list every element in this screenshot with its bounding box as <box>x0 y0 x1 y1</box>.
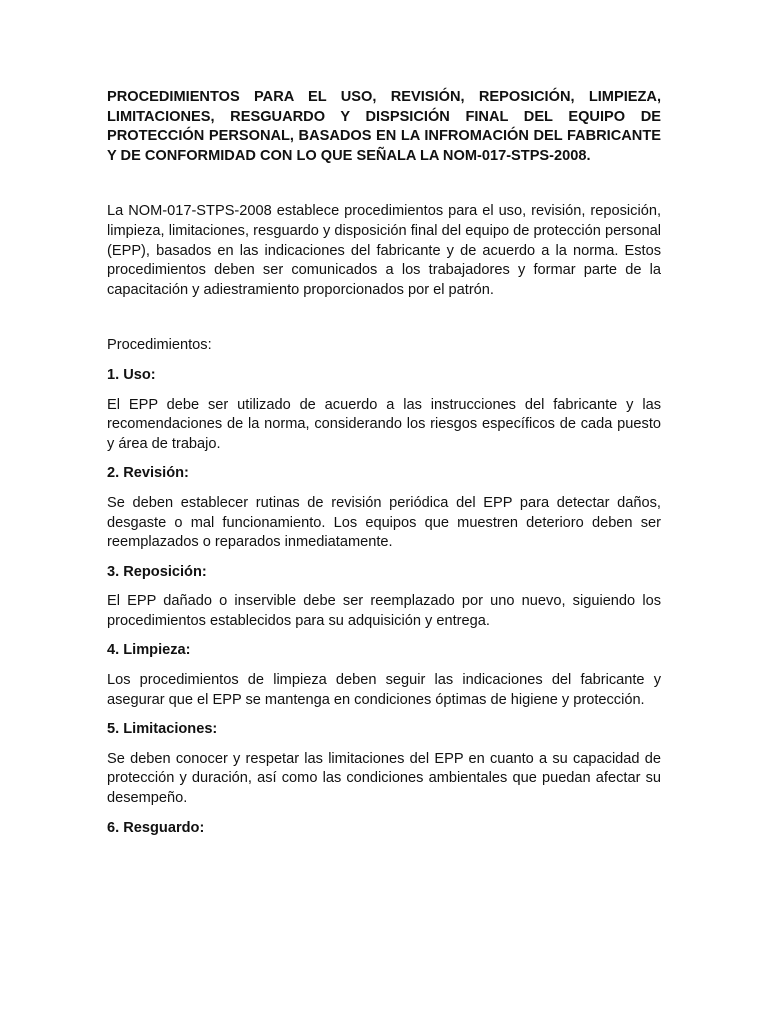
document-page <box>107 88 661 838</box>
section-heading: 1. Uso: <box>107 366 156 383</box>
section-body: Los procedimientos de limpieza deben seguir las indicaciones del fabricante y asegurar que el EPP se mantenga en condiciones óptimas de higiene y protección. <box>107 672 661 708</box>
section-body: El EPP debe ser utilizado de acuerdo a las instrucciones del fabricante y las recomendaciones de la norma, considerando los riesgos específicos de cada puesto y área de trabajo. <box>107 396 661 452</box>
intro-paragraph: La NOM-017-STPS-2008 establece procedimientos para el uso, revisión, reposición, limpieza, limitaciones, resguardo y disposición final del equipo de protección personal (EPP), basados en las indicaciones del fabricante y de acuerdo a la norma. Estos procedimientos deben ser comunicados a los trabajadores y formar parte de la capacitación y adiestramiento proporcionados por el patrón. <box>107 203 661 298</box>
section-limpieza <box>107 641 661 710</box>
section-body: El EPP dañado o inservible debe ser reemplazado por uno nuevo, siguiendo los procedimientos establecidos para su adquisición y entrega. <box>107 593 661 629</box>
section-heading: 2. Revisión: <box>107 465 189 482</box>
section-body: Se deben establecer rutinas de revisión periódica del EPP para detectar daños, desgaste o mal funcionamiento. Los equipos que muestren deterioro deben ser reemplazados o reparados inmediatamente. <box>107 494 661 551</box>
section-revision <box>107 464 661 552</box>
section-body: Se deben conocer y respetar las limitaciones del EPP en cuanto a su capacidad de protección y duración, así como las condiciones ambientales que puedan afectar su desempeño. <box>107 750 661 807</box>
section-limitaciones <box>107 720 661 808</box>
procedures-label: Procedimientos: <box>107 337 212 354</box>
section-heading: 3. Reposición: <box>107 563 207 580</box>
section-uso <box>107 366 661 454</box>
section-reposicion <box>107 563 661 632</box>
section-heading: 6. Resguardo: <box>107 819 205 836</box>
document-title: PROCEDIMIENTOS PARA EL USO, REVISIÓN, REPOSICIÓN, LIMPIEZA, LIMITACIONES, RESGUARDO Y DISPSICIÓN FINAL DEL EQUIPO DE PROTECCIÓN PERSONAL, BASADOS EN LA INFROMACIÓN DEL FABRICANTE Y DE CONFORMIDAD CON LO QUE SEÑALA LA NOM-017-STPS-2008. <box>107 89 661 164</box>
section-heading: 4. Limpieza: <box>107 642 191 659</box>
section-heading: 5. Limitaciones: <box>107 721 218 738</box>
section-resguardo <box>107 819 661 839</box>
